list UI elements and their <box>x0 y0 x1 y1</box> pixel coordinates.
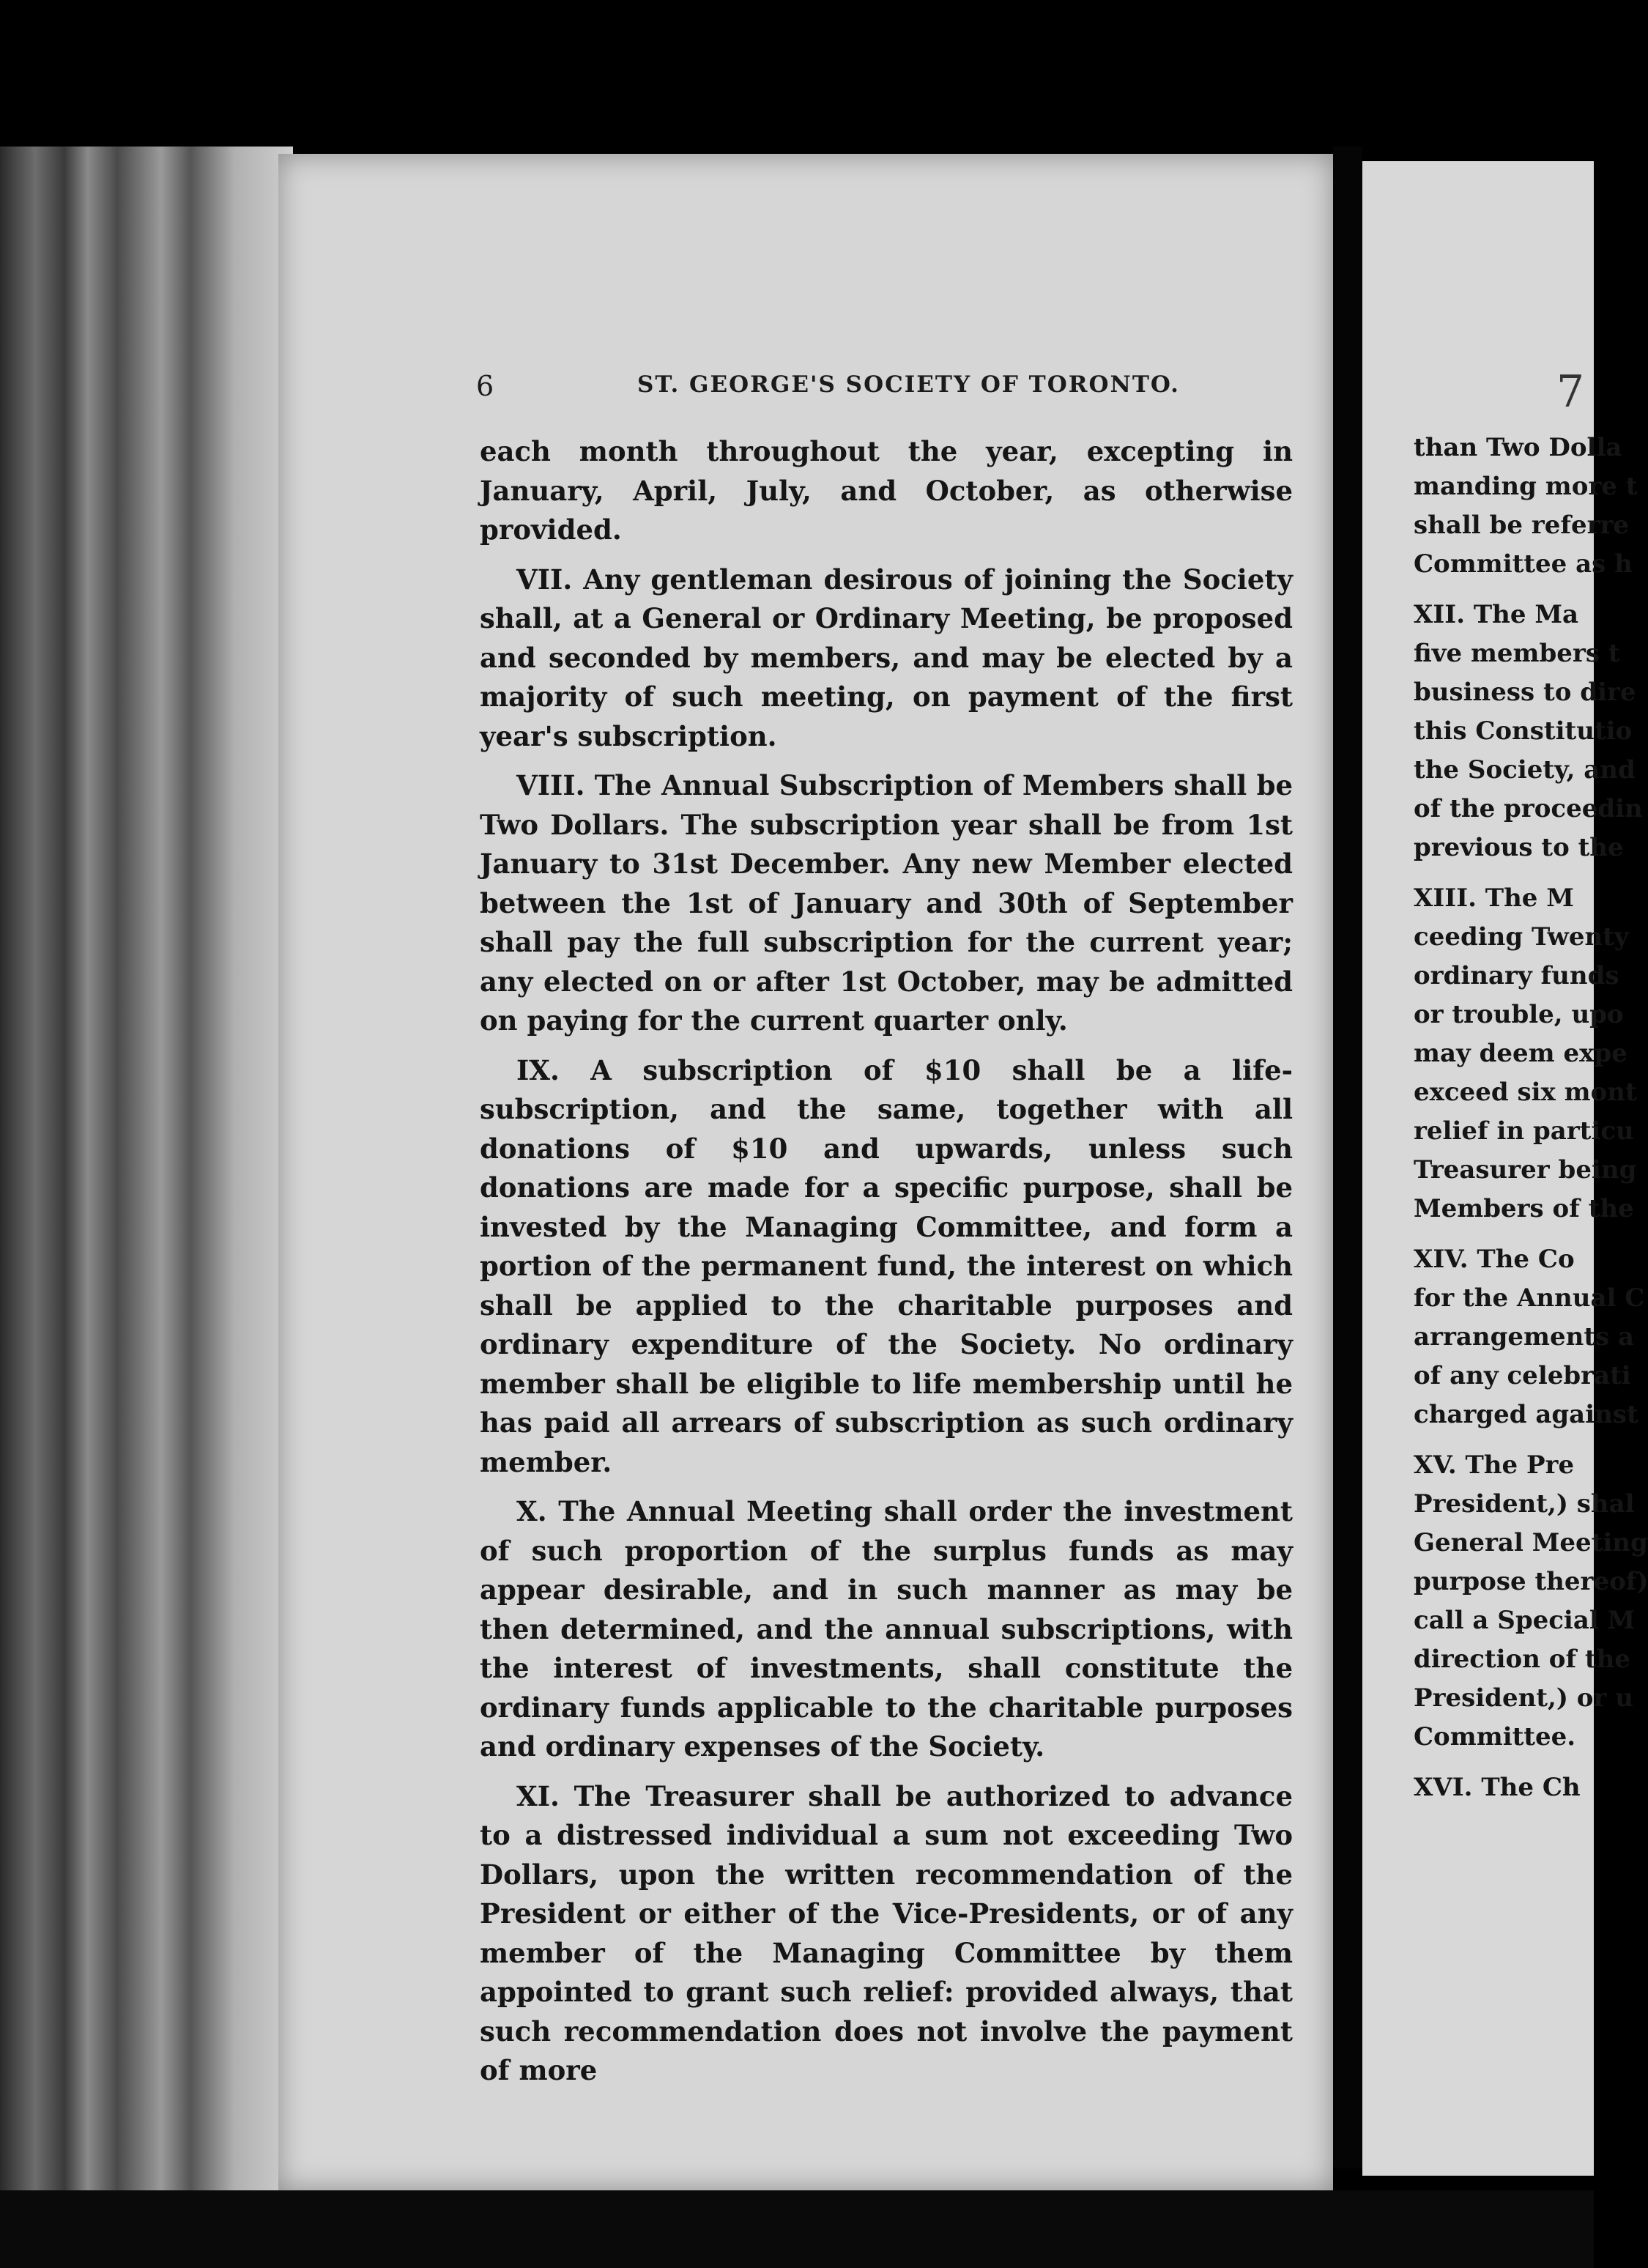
right-line: call a Special M <box>1414 1606 1636 1635</box>
right-line: relief in particu <box>1414 1116 1634 1146</box>
right-line: business to dire <box>1414 678 1636 707</box>
right-line: President,) shal <box>1414 1489 1635 1519</box>
right-line: of any celebrati <box>1414 1361 1631 1390</box>
article-viii: VIII. The Annual Subscription of Members shall be Two Dollars. The subscription year shall be from 1st January to 31st December. Any new Member elected between the 1st of January and 30th of September shall pay the full subscription for the current year; any elected on or after 1st October, may be admitted on paying for the current quarter only. <box>480 769 1293 1037</box>
right-line: Members of the <box>1414 1194 1634 1223</box>
article-vii: VII. Any gentleman desirous of joining the Society shall, at a General or Ordinary Meeting, be proposed and seconded by members, and may be elected by a majority of such meeting, on payment of the first year's subscription. <box>480 563 1293 752</box>
page-edge-stack <box>0 147 293 2198</box>
article-x: X. The Annual Meeting shall order the investment of such proportion of the surplus funds as may appear desirable, and in such manner as may be then determined, and the annual subscriptions, with the interest of investments, shall constitute the ordinary funds applicable to the charitable purposes and ordinary expenses of the Society. <box>480 1495 1293 1763</box>
right-line: General Meeting <box>1414 1528 1648 1557</box>
right-page-text <box>1414 429 1648 1807</box>
right-line: ceeding Twenty <box>1414 922 1629 952</box>
right-line: exceed six mont <box>1414 1078 1637 1107</box>
right-line: may deem expe <box>1414 1039 1627 1068</box>
page-header <box>476 370 1296 407</box>
right-page-number: 7 <box>1556 366 1585 418</box>
book-gutter <box>1333 147 1362 2168</box>
right-line: XVI. The Ch <box>1414 1773 1581 1802</box>
running-head: ST. GEORGE'S SOCIETY OF TORONTO. <box>637 371 1180 398</box>
right-line: XV. The Pre <box>1414 1450 1575 1480</box>
right-line: XIII. The M <box>1414 883 1574 913</box>
right-line: for the Annual C <box>1414 1283 1645 1313</box>
right-line: charged against <box>1414 1400 1638 1429</box>
right-line: the Society, and <box>1414 755 1636 785</box>
right-line: or trouble, upo <box>1414 1000 1624 1029</box>
right-line: of the proceedin <box>1414 794 1643 823</box>
article-ix: IX. A subscription of $10 shall be a life-subscription, and the same, together with all donations of $10 and upwards, unless such donations are made for a specific purpose, shall be invested by the Managing Committee, and form a portion of the permanent fund, the interest on which shall be applied to the charitable purposes and ordinary expenditure of the Society. No ordinary member shall be eligible to life membership until he has paid all arrears of subscription as such ordinary member. <box>480 1053 1293 1478</box>
article-xi: XI. The Treasurer shall be authorized to advance to a distressed individual a sum not exceeding Two Dollars, upon the written recommendation of the President or either of the Vice-Presidents, or of any member of the Managing Committee by them appointed to grant such relief: provided always, that such recommendation does not involve the payment of more <box>480 1779 1293 2086</box>
right-line: five members t <box>1414 639 1620 668</box>
right-line: arrangements a <box>1414 1322 1635 1352</box>
paragraph-continuation: each month throughout the year, excepting in January, April, July, and October, as otherwise provided. <box>480 435 1293 546</box>
right-line: Committee as h <box>1414 549 1633 579</box>
right-line: XIV. The Co <box>1414 1245 1575 1274</box>
right-line: previous to the <box>1414 833 1624 862</box>
right-line: President,) or u <box>1414 1683 1633 1713</box>
right-line: shall be referre <box>1414 511 1630 540</box>
right-line: than Two Dolla <box>1414 433 1622 462</box>
body-text <box>480 432 1293 2101</box>
page-number: 6 <box>476 370 496 402</box>
bottom-border <box>0 2190 1594 2268</box>
right-line: Treasurer being <box>1414 1155 1637 1185</box>
right-line: XII. The Ma <box>1414 600 1579 629</box>
right-line: this Constitutio <box>1414 716 1633 746</box>
right-line: ordinary funds <box>1414 961 1619 990</box>
right-line: manding more t <box>1414 472 1638 501</box>
right-line: Committee. <box>1414 1722 1576 1752</box>
right-line: direction of the <box>1414 1645 1630 1674</box>
right-line: purpose thereof) <box>1414 1567 1648 1596</box>
